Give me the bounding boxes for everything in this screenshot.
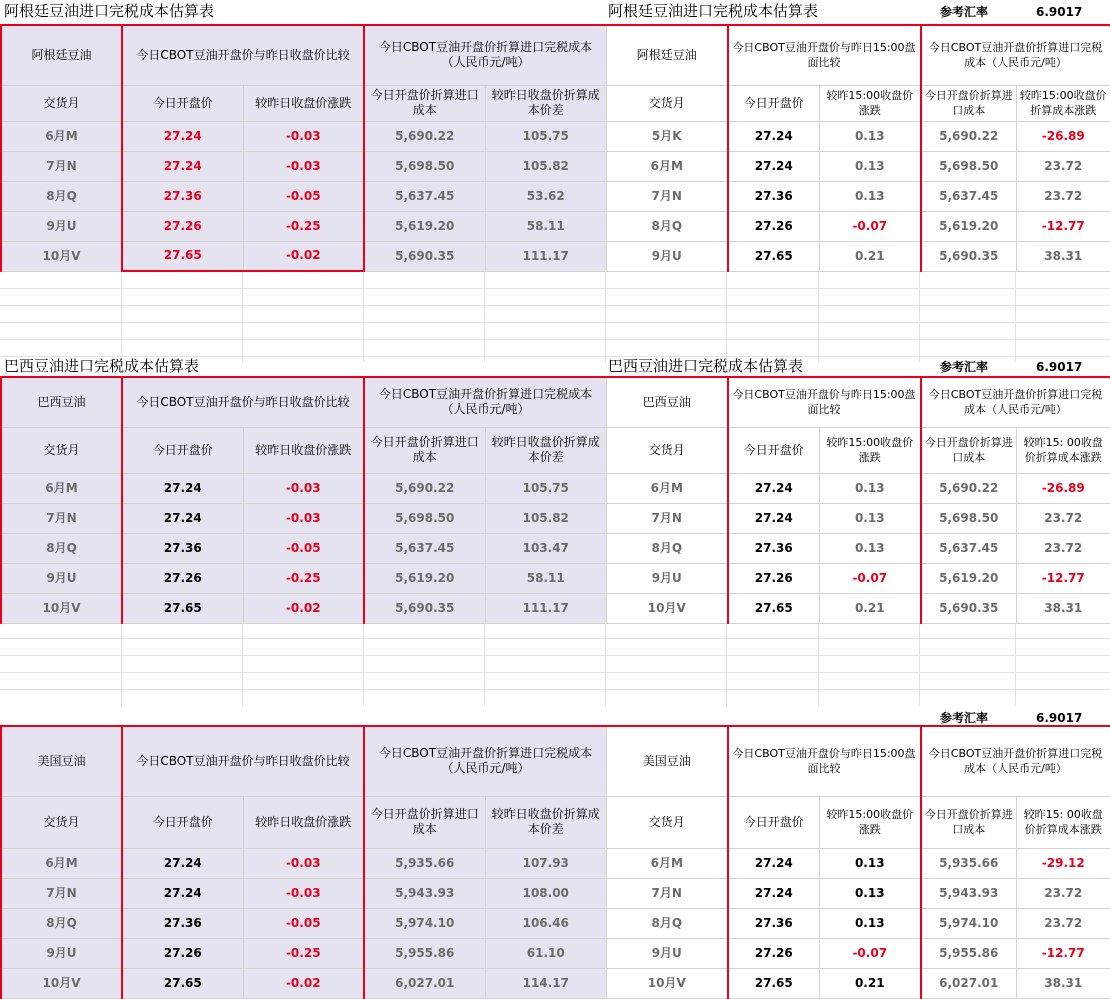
table-row bbox=[1, 563, 607, 593]
cell-diff: 23.72 bbox=[1017, 908, 1110, 938]
table-row bbox=[607, 211, 1110, 241]
cell-cost: 5,690.35 bbox=[921, 593, 1017, 623]
cell-diff: 111.17 bbox=[485, 241, 607, 271]
table-row bbox=[1, 533, 607, 563]
table-row bbox=[1, 968, 607, 998]
cell-diff: -26.89 bbox=[1017, 473, 1110, 503]
cell-cost: 5,690.22 bbox=[921, 121, 1017, 151]
header-diff: 较昨日收盘价折算成本价差 bbox=[485, 427, 607, 473]
cell-cost: 5,974.10 bbox=[921, 908, 1017, 938]
header-change: 较昨日收盘价涨跌 bbox=[243, 427, 364, 473]
cell-diff: -12.77 bbox=[1017, 211, 1110, 241]
group-header-cost: 今日CBOT豆油开盘价折算进口完税成本（人民币元/吨） bbox=[364, 25, 607, 85]
header-month: 交货月 bbox=[607, 85, 728, 121]
cell-change: 0.13 bbox=[820, 848, 921, 878]
cell-month: 9月U bbox=[607, 563, 728, 593]
cell-month: 6月M bbox=[607, 473, 728, 503]
header-diff: 较昨日收盘价折算成本价差 bbox=[485, 796, 607, 848]
cell-open: 27.24 bbox=[122, 473, 243, 503]
cell-cost: 5,943.93 bbox=[364, 878, 485, 908]
cell-change: -0.02 bbox=[243, 593, 364, 623]
cell-month: 8月Q bbox=[1, 181, 122, 211]
table-row bbox=[607, 181, 1110, 211]
fx-label: 参考汇率 bbox=[940, 355, 988, 377]
cell-change: -0.03 bbox=[243, 848, 364, 878]
cell-month: 6月M bbox=[607, 848, 728, 878]
cell-change: -0.03 bbox=[243, 121, 364, 151]
cell-month: 10月V bbox=[1, 241, 122, 271]
cell-cost: 5,698.50 bbox=[364, 151, 485, 181]
header-cost: 今日开盘价折算进口成本 bbox=[364, 796, 485, 848]
header-diff: 较昨15:00收盘价折算成本涨跌 bbox=[1017, 85, 1110, 121]
cell-cost: 5,690.22 bbox=[364, 121, 485, 151]
product-name: 阿根廷豆油 bbox=[1, 25, 122, 85]
header-change: 较昨15:00收盘价涨跌 bbox=[820, 427, 921, 473]
header-cost: 今日开盘价折算进口成本 bbox=[921, 427, 1017, 473]
cell-diff: 23.72 bbox=[1017, 533, 1110, 563]
cell-diff: -12.77 bbox=[1017, 563, 1110, 593]
product-name: 阿根廷豆油 bbox=[607, 25, 728, 85]
cell-open: 27.36 bbox=[122, 533, 243, 563]
group-header-compare: 今日CBOT豆油开盘价与昨日15:00盘面比较 bbox=[728, 25, 921, 85]
cell-cost: 5,690.22 bbox=[364, 473, 485, 503]
cell-month: 10月V bbox=[607, 593, 728, 623]
header-change: 较昨日收盘价涨跌 bbox=[243, 85, 364, 121]
cell-open: 27.26 bbox=[122, 211, 243, 241]
table-left bbox=[0, 725, 608, 999]
cell-month: 10月V bbox=[1, 968, 122, 998]
cell-change: -0.03 bbox=[243, 151, 364, 181]
product-name: 美国豆油 bbox=[607, 726, 728, 796]
cell-diff: -29.12 bbox=[1017, 848, 1110, 878]
table-row bbox=[1, 878, 607, 908]
cell-month: 9月U bbox=[1, 938, 122, 968]
cell-diff: 58.11 bbox=[485, 211, 607, 241]
product-name: 美国豆油 bbox=[1, 726, 122, 796]
cell-change: -0.02 bbox=[243, 241, 364, 271]
cell-open: 27.24 bbox=[122, 878, 243, 908]
table-left bbox=[0, 24, 608, 272]
cell-cost: 5,637.45 bbox=[921, 533, 1017, 563]
cell-month: 6月M bbox=[607, 151, 728, 181]
cell-month: 5月K bbox=[607, 121, 728, 151]
cell-change: 0.21 bbox=[820, 968, 921, 998]
cell-open: 27.24 bbox=[122, 848, 243, 878]
cell-diff: 38.31 bbox=[1017, 593, 1110, 623]
cell-open: 27.24 bbox=[728, 878, 820, 908]
cell-change: 0.13 bbox=[820, 878, 921, 908]
cell-change: 0.21 bbox=[820, 241, 921, 271]
product-name: 巴西豆油 bbox=[1, 377, 122, 427]
cell-diff: 105.75 bbox=[485, 121, 607, 151]
group-header-cost: 今日CBOT豆油开盘价折算进口完税成本（人民币元/吨） bbox=[921, 377, 1110, 427]
section-title-right: 巴西豆油进口完税成本估算表 bbox=[608, 355, 803, 377]
cell-diff: 23.72 bbox=[1017, 151, 1110, 181]
cell-diff: 107.93 bbox=[485, 848, 607, 878]
table-row bbox=[607, 968, 1110, 998]
table-left bbox=[0, 376, 608, 624]
section-title-right: 阿根廷豆油进口完税成本估算表 bbox=[608, 0, 818, 22]
table-row bbox=[1, 848, 607, 878]
section-title-left: 阿根廷豆油进口完税成本估算表 bbox=[4, 0, 214, 22]
cell-diff: 106.46 bbox=[485, 908, 607, 938]
table-right bbox=[606, 376, 1110, 624]
table-row bbox=[1, 593, 607, 623]
table-row bbox=[1, 211, 607, 241]
cell-change: -0.07 bbox=[820, 211, 921, 241]
cell-change: -0.05 bbox=[243, 908, 364, 938]
cell-open: 27.65 bbox=[122, 593, 243, 623]
cell-change: -0.25 bbox=[243, 211, 364, 241]
header-cost: 今日开盘价折算进口成本 bbox=[921, 85, 1017, 121]
cell-month: 10月V bbox=[1, 593, 122, 623]
table-row bbox=[607, 563, 1110, 593]
cell-month: 8月Q bbox=[607, 211, 728, 241]
group-header-cost: 今日CBOT豆油开盘价折算进口完税成本（人民币元/吨） bbox=[921, 726, 1110, 796]
cell-open: 27.24 bbox=[728, 848, 820, 878]
cell-month: 7月N bbox=[1, 878, 122, 908]
group-header-compare: 今日CBOT豆油开盘价与昨日收盘价比较 bbox=[122, 377, 364, 427]
cell-change: 0.13 bbox=[820, 181, 921, 211]
cell-cost: 5,619.20 bbox=[364, 211, 485, 241]
header-diff: 较昨日收盘价折算成本价差 bbox=[485, 85, 607, 121]
cell-open: 27.65 bbox=[728, 241, 820, 271]
fx-label: 参考汇率 bbox=[940, 0, 988, 22]
cell-open: 27.65 bbox=[122, 241, 243, 271]
section-title-left: 巴西豆油进口完税成本估算表 bbox=[4, 355, 199, 377]
cell-cost: 5,690.35 bbox=[364, 241, 485, 271]
header-open: 今日开盘价 bbox=[728, 85, 820, 121]
header-change: 较昨日收盘价涨跌 bbox=[243, 796, 364, 848]
cell-diff: 53.62 bbox=[485, 181, 607, 211]
cell-change: 0.13 bbox=[820, 121, 921, 151]
table-row bbox=[607, 241, 1110, 271]
table-row bbox=[607, 503, 1110, 533]
header-open: 今日开盘价 bbox=[122, 427, 243, 473]
header-month: 交货月 bbox=[1, 796, 122, 848]
cell-change: -0.03 bbox=[243, 473, 364, 503]
cell-diff: 114.17 bbox=[485, 968, 607, 998]
cell-cost: 5,619.20 bbox=[921, 211, 1017, 241]
group-header-compare: 今日CBOT豆油开盘价与昨日15:00盘面比较 bbox=[728, 377, 921, 427]
product-name: 巴西豆油 bbox=[607, 377, 728, 427]
cell-cost: 5,690.22 bbox=[921, 473, 1017, 503]
table-row bbox=[607, 533, 1110, 563]
cell-diff: 108.00 bbox=[485, 878, 607, 908]
cell-cost: 5,690.35 bbox=[921, 241, 1017, 271]
header-month: 交货月 bbox=[607, 427, 728, 473]
cell-change: 0.13 bbox=[820, 533, 921, 563]
group-header-cost: 今日CBOT豆油开盘价折算进口完税成本（人民币元/吨） bbox=[364, 726, 607, 796]
cell-cost: 5,943.93 bbox=[921, 878, 1017, 908]
cell-month: 6月M bbox=[1, 121, 122, 151]
cell-open: 27.26 bbox=[122, 563, 243, 593]
cell-diff: 61.10 bbox=[485, 938, 607, 968]
cell-cost: 5,690.35 bbox=[364, 593, 485, 623]
cell-diff: 105.75 bbox=[485, 473, 607, 503]
cell-change: 0.21 bbox=[820, 593, 921, 623]
cell-month: 10月V bbox=[607, 968, 728, 998]
cell-open: 27.65 bbox=[728, 593, 820, 623]
cell-change: -0.03 bbox=[243, 503, 364, 533]
cell-month: 9月U bbox=[607, 938, 728, 968]
cell-month: 6月M bbox=[1, 848, 122, 878]
cell-month: 8月Q bbox=[1, 533, 122, 563]
cell-month: 7月N bbox=[1, 503, 122, 533]
cell-diff: 103.47 bbox=[485, 533, 607, 563]
cell-diff: 111.17 bbox=[485, 593, 607, 623]
cell-cost: 5,955.86 bbox=[921, 938, 1017, 968]
cell-month: 9月U bbox=[1, 563, 122, 593]
cell-cost: 5,935.66 bbox=[364, 848, 485, 878]
cell-cost: 5,955.86 bbox=[364, 938, 485, 968]
cell-cost: 5,698.50 bbox=[364, 503, 485, 533]
cell-month: 7月N bbox=[607, 181, 728, 211]
cell-change: -0.05 bbox=[243, 181, 364, 211]
fx-label: 参考汇率 bbox=[940, 706, 988, 728]
cell-cost: 5,637.45 bbox=[921, 181, 1017, 211]
header-month: 交货月 bbox=[607, 796, 728, 848]
cell-month: 9月U bbox=[1, 211, 122, 241]
cell-change: -0.25 bbox=[243, 563, 364, 593]
cell-month: 7月N bbox=[1, 151, 122, 181]
header-month: 交货月 bbox=[1, 427, 122, 473]
table-row bbox=[607, 151, 1110, 181]
cell-cost: 5,935.66 bbox=[921, 848, 1017, 878]
group-header-cost: 今日CBOT豆油开盘价折算进口完税成本（人民币元/吨） bbox=[921, 25, 1110, 85]
cell-cost: 5,619.20 bbox=[921, 563, 1017, 593]
cell-change: -0.07 bbox=[820, 563, 921, 593]
header-cost: 今日开盘价折算进口成本 bbox=[364, 427, 485, 473]
table-right bbox=[606, 24, 1110, 272]
cell-month: 8月Q bbox=[607, 908, 728, 938]
cell-cost: 5,974.10 bbox=[364, 908, 485, 938]
cell-open: 27.24 bbox=[728, 121, 820, 151]
header-change: 较昨15:00收盘价涨跌 bbox=[820, 796, 921, 848]
cell-open: 27.36 bbox=[728, 533, 820, 563]
header-cost: 今日开盘价折算进口成本 bbox=[921, 796, 1017, 848]
table-row bbox=[607, 593, 1110, 623]
cell-diff: 23.72 bbox=[1017, 878, 1110, 908]
cell-change: -0.25 bbox=[243, 938, 364, 968]
table-right bbox=[606, 725, 1110, 999]
header-change: 较昨15:00收盘价涨跌 bbox=[820, 85, 921, 121]
table-row bbox=[607, 938, 1110, 968]
cell-open: 27.24 bbox=[122, 151, 243, 181]
fx-rate: 6.9017 bbox=[1036, 355, 1082, 377]
fx-rate: 6.9017 bbox=[1036, 0, 1082, 22]
cell-month: 7月N bbox=[607, 878, 728, 908]
cell-cost: 6,027.01 bbox=[921, 968, 1017, 998]
cell-diff: 23.72 bbox=[1017, 181, 1110, 211]
cell-open: 27.26 bbox=[728, 211, 820, 241]
cell-open: 27.24 bbox=[728, 503, 820, 533]
header-diff: 较昨15: 00收盘价折算成本涨跌 bbox=[1017, 427, 1110, 473]
cell-month: 8月Q bbox=[1, 908, 122, 938]
group-header-cost: 今日CBOT豆油开盘价折算进口完税成本（人民币元/吨） bbox=[364, 377, 607, 427]
table-row bbox=[607, 473, 1110, 503]
cell-diff: 105.82 bbox=[485, 151, 607, 181]
cell-open: 27.65 bbox=[122, 968, 243, 998]
cell-month: 8月Q bbox=[607, 533, 728, 563]
cell-open: 27.24 bbox=[122, 121, 243, 151]
table-row bbox=[1, 908, 607, 938]
cell-cost: 5,619.20 bbox=[364, 563, 485, 593]
cell-cost: 5,637.45 bbox=[364, 181, 485, 211]
cell-diff: -26.89 bbox=[1017, 121, 1110, 151]
cell-diff: 105.82 bbox=[485, 503, 607, 533]
header-open: 今日开盘价 bbox=[728, 427, 820, 473]
table-row bbox=[1, 181, 607, 211]
table-row bbox=[1, 241, 607, 271]
table-row bbox=[607, 121, 1110, 151]
header-open: 今日开盘价 bbox=[122, 85, 243, 121]
cell-change: 0.13 bbox=[820, 908, 921, 938]
table-row bbox=[1, 938, 607, 968]
group-header-compare: 今日CBOT豆油开盘价与昨日收盘价比较 bbox=[122, 726, 364, 796]
cell-month: 7月N bbox=[607, 503, 728, 533]
cell-diff: 38.31 bbox=[1017, 241, 1110, 271]
header-open: 今日开盘价 bbox=[728, 796, 820, 848]
cell-diff: 58.11 bbox=[485, 563, 607, 593]
cell-open: 27.24 bbox=[122, 503, 243, 533]
cell-open: 27.24 bbox=[728, 473, 820, 503]
cell-open: 27.26 bbox=[728, 563, 820, 593]
cell-change: -0.07 bbox=[820, 938, 921, 968]
group-header-compare: 今日CBOT豆油开盘价与昨日收盘价比较 bbox=[122, 25, 364, 85]
header-month: 交货月 bbox=[1, 85, 122, 121]
cell-cost: 5,698.50 bbox=[921, 503, 1017, 533]
cell-month: 9月U bbox=[607, 241, 728, 271]
cell-open: 27.24 bbox=[728, 151, 820, 181]
cell-change: 0.13 bbox=[820, 473, 921, 503]
table-row bbox=[607, 908, 1110, 938]
cell-change: -0.02 bbox=[243, 968, 364, 998]
cell-cost: 5,637.45 bbox=[364, 533, 485, 563]
group-header-compare: 今日CBOT豆油开盘价与昨日15:00盘面比较 bbox=[728, 726, 921, 796]
cell-diff: 23.72 bbox=[1017, 503, 1110, 533]
cell-month: 6月M bbox=[1, 473, 122, 503]
table-row bbox=[1, 503, 607, 533]
cell-diff: -12.77 bbox=[1017, 938, 1110, 968]
cell-change: 0.13 bbox=[820, 503, 921, 533]
table-row bbox=[607, 878, 1110, 908]
cell-cost: 5,698.50 bbox=[921, 151, 1017, 181]
cell-open: 27.36 bbox=[122, 908, 243, 938]
cell-cost: 6,027.01 bbox=[364, 968, 485, 998]
cell-change: 0.13 bbox=[820, 151, 921, 181]
cell-open: 27.36 bbox=[122, 181, 243, 211]
table-row bbox=[607, 848, 1110, 878]
cell-change: -0.03 bbox=[243, 878, 364, 908]
cell-open: 27.36 bbox=[728, 181, 820, 211]
header-diff: 较昨15: 00收盘价折算成本涨跌 bbox=[1017, 796, 1110, 848]
cell-open: 27.36 bbox=[728, 908, 820, 938]
header-open: 今日开盘价 bbox=[122, 796, 243, 848]
cell-open: 27.26 bbox=[122, 938, 243, 968]
cell-change: -0.05 bbox=[243, 533, 364, 563]
cell-diff: 38.31 bbox=[1017, 968, 1110, 998]
cell-open: 27.65 bbox=[728, 968, 820, 998]
table-row bbox=[1, 151, 607, 181]
table-row bbox=[1, 473, 607, 503]
table-row bbox=[1, 121, 607, 151]
header-cost: 今日开盘价折算进口成本 bbox=[364, 85, 485, 121]
cell-open: 27.26 bbox=[728, 938, 820, 968]
fx-rate: 6.9017 bbox=[1036, 706, 1082, 728]
